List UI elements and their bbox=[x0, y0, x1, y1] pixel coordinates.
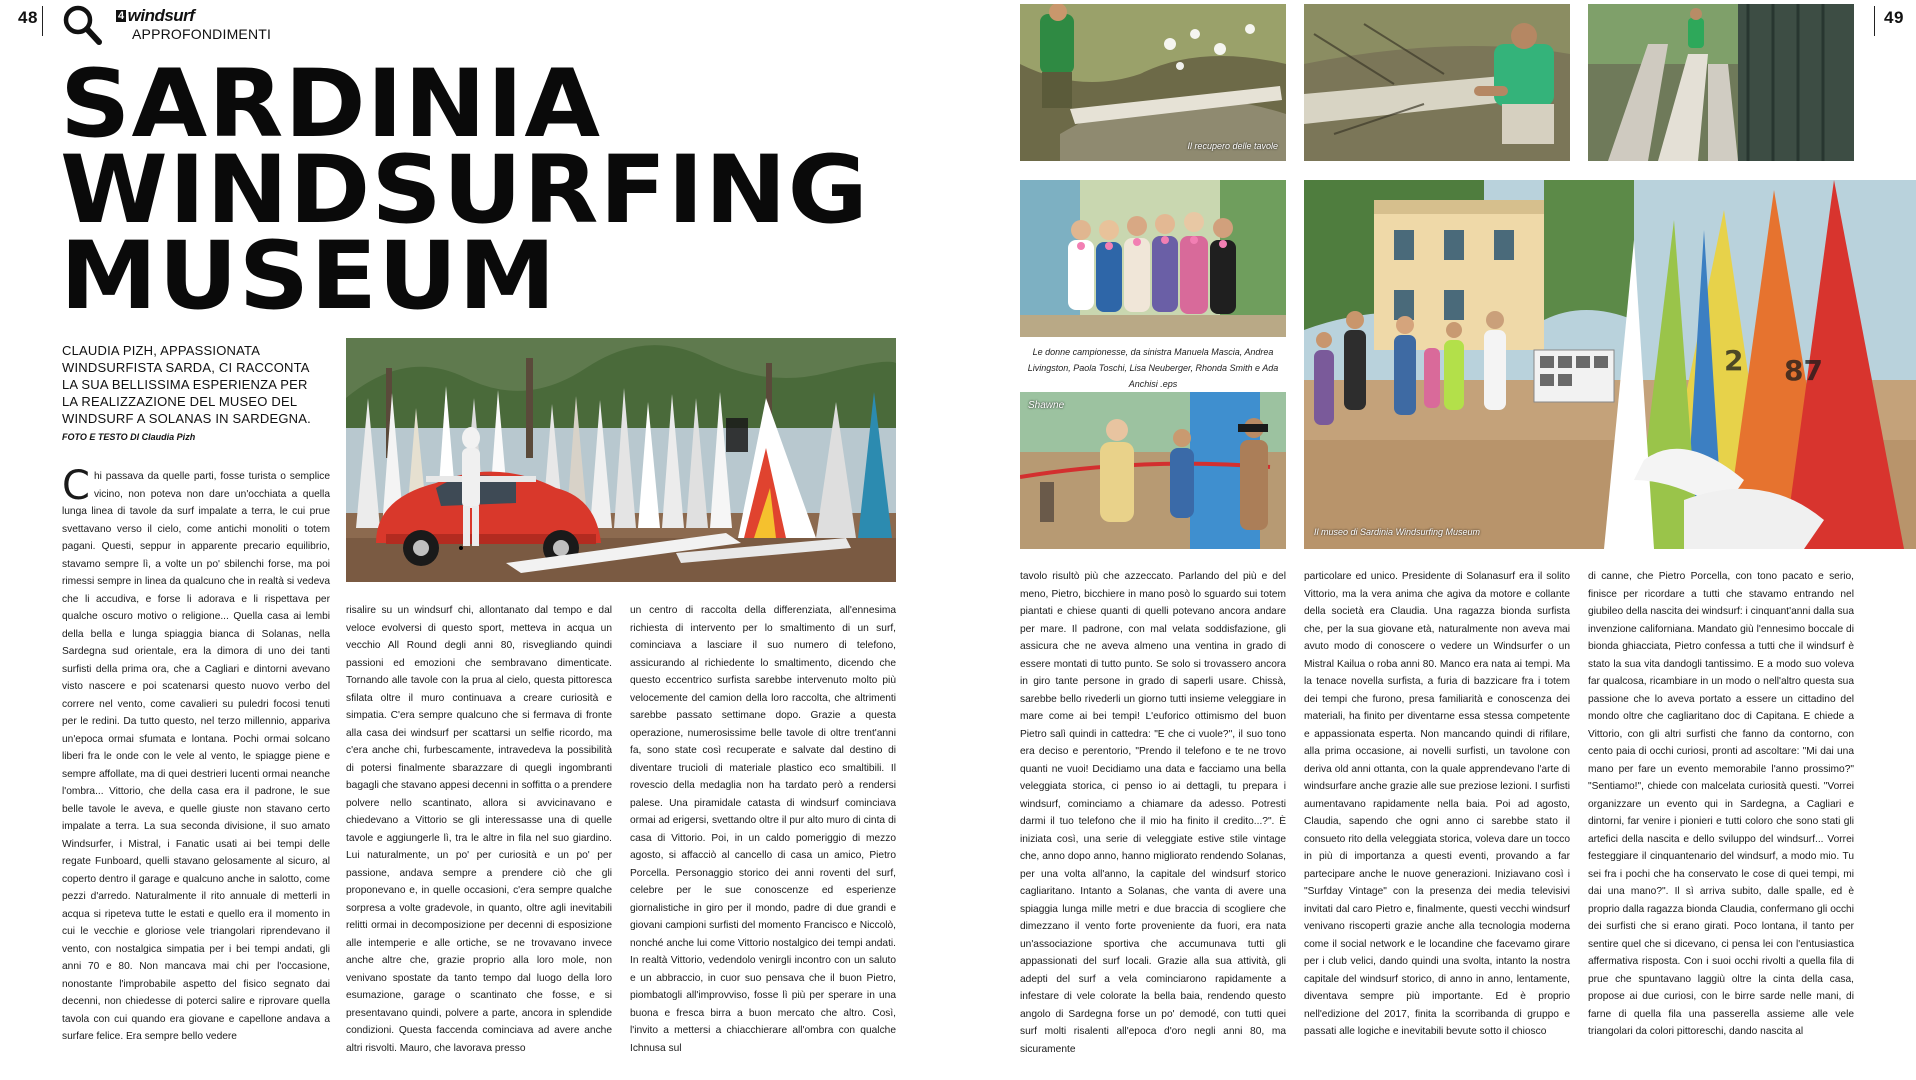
magazine-logo bbox=[116, 6, 194, 26]
title-line-1: SARDINIA bbox=[60, 50, 602, 159]
photo-champions-image bbox=[1020, 180, 1286, 337]
body-column-2 bbox=[346, 602, 612, 1057]
photo-recovery-2 bbox=[1304, 4, 1570, 161]
body-column-3 bbox=[630, 602, 896, 1057]
photo-boards-beetle-image bbox=[346, 338, 896, 582]
photo-recovery-3-image bbox=[1588, 4, 1854, 161]
right-page bbox=[958, 0, 1916, 1080]
photo-champions bbox=[1020, 180, 1286, 337]
column-4-text: tavolo risultò più che azzeccato. Parlando del più e del meno, Pietro, bicchiere in mano posò lo sguardo sui totem piantati e chiese quanti di quelli potevano ancora andare per mare. Il padrone, con mal velata soddisfazione, gli assicura che ne aveva almeno una ventina in grado di essere montati di tutto punto. Se solo si trovassero ancora in giro tante persone in grado di saperli usare. Chissà, sarebbe bello rivederli un giorno tutti insieme veleggiare in mare come ai bei tempi! L'euforico ottimismo del buon Pietro salì quindi in cattedra: "E che ci vuole?", il suo tono era deciso e perentorio, "Prendo il telefono e te ne trovo quanti ne vuoi! Decidiamo una data e facciamo una bella veleggiata storica, ci penso io ai dettagli, tu prepara i windsurf, cominciamo a chiamare da adesso. Potresti darmi il tuo telefono che il mio ha finito il credito...?". È iniziata così, una serie di veleggiate estive stile vintage che, anno dopo anno, hanno migliorato rendendo Solanas, per una volta all'anno, la capitale del windsurf storico cagliaritano. Intanto a Solanas, che vanta di avere una spiaggia lunga mille metri e due braccia di scogliere che dimezzano il vento forte proveniente da fuori, era nata un'associazione sportiva che accumunava tutti gli appassionati del surf locali. Grazie alla sua attività, gli adepti del surf a vela cominciarono rapidamente a infestare di vele colorate la bella baia, rendendo questo angolo di Sardegna forse un po' demodé, con tutti quei surf molti risalenti all'epoca d'oro negli anni 80, ma sicuramente bbox=[1020, 571, 1286, 1055]
body-column-6 bbox=[1588, 568, 1854, 1041]
column-1-text: hi passava da quelle parti, fosse turista o semplice vicino, non poteva non dare un'occhiata a quella lunga linea di tavole da surf impalate a terra, le cui prue svettavano verso il cielo, come antichi monoliti o totem pagani. Questi, seppur in apparente precario equilibrio, stavamo sempre lì, a volte un po' sbilenchi forse, ma poi rimessi sempre in linea da qualcuno che in realtà si vedeva che li accudiva, e forse li adorava e li rispettava per qualche oscuro motivo o religione... Quella casa ai lembi della bella e lunga spiaggia bianca di Solanas, nella Sardegna sud orientale, era la dimora di uno dei tanti surfisti della prima ora, che a Cagliari e dintorni avevano visto nascere e poi scatenarsi questo nuovo verbo del correre nel vento, come cavalieri su puledri focosi tenuti per le redini. Da tutto questo, nel terzo millennio, appariva un'epoca ormai sfumata e lontana. Pochi ormai solcano liberi fra le onde con le vele al vento, le spiagge piene e sempre affollate, ma di quei destrieri lucenti ormai neanche l'ombra... Vittorio, che della casa era il padrone, le sue belle tavole le aveva, e quelle giuste non stavano certo impalate a terra. La sua seconda divisione, il suo amato Windsurfer, i Mistral, i Fanatic usati ai bei tempi delle regate Funboard, quelli stavano gelosamente al sicuro, al coperto dentro il garage e qualcuno anche in salotto, come pezzi d'arredo. Naturalmente il rito annuale di metterli in acqua si ripeteva tutte le estati e quello era il momento in cui le vecchie e gloriose vele triangolari riprendevano il vento, con nostalgica simpatia per i bei tempi andati, gli anni 70 e 80. Non mancava mai chi per l'occasione, nonostante l'improbabile aspetto del fisico segnato dai decenni, non chiedesse di poterci salire e riprovare quella tavola con cui quando era giovane e capellone andava a surfare felice. Era sempre bello vedere bbox=[62, 471, 330, 1042]
photo-museum bbox=[1304, 180, 1916, 549]
caption-museo: Il museo di Sardinia Windsurfing Museum bbox=[1314, 527, 1480, 537]
column-2-text: risalire su un windsurf chi, allontanato dal tempo e dal veloce evolversi di questo sport, metteva in acqua un vecchio All Round degli anni 80, risvegliando quindi passioni ed emozioni che sembravano dimenticate. Tornando alle tavole con la prua al cielo, questa pittoresca sfilata oltre il muro continuava a creare curiosità e simpatia. C'era sempre qualcuno che si fermava di fronte alla casa dei windsurf per scattarsi un selfie ricordo, ma c'era anche chi, furbescamente, intravedeva la possibilità di potersi finalmente sbarazzare di quegli ingombranti bagagli che stavano appesi decenni in soffitta o a prendere polvere nello scantinato, allora si avvicinavano e chiedevano a Vittorio se gli interessasse una di quelle tavole e aggiungerle lì, tra le altre in fila nel suo giardino. Lui naturalmente, un po' per curiosità e un po' per passione, andava sempre a prendere ciò che gli proponevano e, in quelle occasioni, c'era sempre qualche sorpresa a volte gradevole, in quanto, oltre agli inevitabili relitti ormai in decomposizione per decenni di esposizione alle intemperie e alle ortiche, se ne trovavano invece anche altre che, grazie proprio alla loro mole, non venivano spostate da tanto tempo dal luogo della loro esumazione, garage o scantinato che fosse, e si presentavano quindi, polvere a parte, ancora in splendide condizioni. Questa faccenda cominciava ad avere anche altri risvolti. Mauro, che lavorava presso bbox=[346, 605, 613, 1054]
drop-cap: C bbox=[62, 463, 90, 509]
column-5-text: particolare ed unico. Presidente di Solanasurf era il solito Vittorio, ma la vera anima che agiva da motore e collante della società era Claudia. Una ragazza bionda surfista che, per la sua giovane età, naturalmente non aveva mai avuto modo di conoscere o vedere un Windsurfer o un Mistral Kailua o roba anni 80. Manco era nata ai tempi. Ma la tenace novella surfista, a furia di bazzicare fra i totem dei tempi che furono, presa familiarità e conoscenza dei materiali, ha finito per diventarne essa stessa competente e appassionata esperta. Non mancando quindi di rifilare, alla prima occasione, ai novelli surfisti, un tavolone con deriva old anni ottanta, con la quale apprendevano l'arte di windsurfare anche grazie alle sue preziose lezioni. I surfisti aumentavano rapidamente nella baia. Poi ad agosto, Claudia, sapendo che ogni anno ci sarebbe stato il consueto rito della veleggiata storica, voleva dare un tocco in più di importanza a questi eventi, provando a far partecipare anche le nuove generazioni. Iniziavano così i "Surfday Vintage" con la presenza dei media televisivi invitati dal caro Pietro e, finalmente, questi vecchi windsurf venivano riscoperti grazie anche alla tecnologia moderna come il social network e le locandine che facevamo girare per i club velici, dando quindi una svolta, intanto la nostra capitale del windsurf storico, di anno in anno, lentamente, diventava sempre più importante. Ed è proprio nell'edizione del 2017, finita la scorribanda di gruppo e passati alle logiche e inevitabili bevute sotto il chiosco bbox=[1304, 571, 1570, 1037]
caption-recupero: Il recupero delle tavole bbox=[1187, 141, 1278, 151]
body-column-5 bbox=[1304, 568, 1570, 1041]
brand-name: windsurf bbox=[127, 6, 195, 25]
svg-text:2: 2 bbox=[1724, 344, 1744, 377]
column-3-text: un centro di raccolta della differenziata, all'ennesima richiesta di intervento per lo smaltimento di un surf, cominciava a lasciare il suo numero di telefono, assicurando al richiedente lo smaltimento, dicendo che questo eccentrico surfista sarebbe intervenuto molto più velocemente del camion della loro raccolta, che altrimenti sarebbe passato settimane dopo. Grazie a questa operazione, numerosissime belle tavole di oltre trent'anni fa, sono state così recuperate e salvate dal destino di diventare trucioli di materiale plastico eco smaltibili. Il rovescio della medaglia non ha tardato però a rendersi palese. Una piramidale catasta di windsurf cominciava ormai ad erigersi, svettando oltre il pur alto muro di cinta di casa di Vittorio. Poi, in un caldo pomeriggio di mezzo agosto, si affacciò al cancello di casa un amico, Pietro Porcella. Personaggio storico dei anni roventi del surf, celebre per le sue conoscenze ed esperienze giornalistiche in giro per il mondo, padre di due grandi e giovani campioni surfisti del momento Francisco e Niccolò, nonché anche lui come Vittorio nostalgico dei tempi andati. In realtà Vittorio, vedendolo venirgli incontro con un saluto e un abbraccio, in cuor suo pensava che il buon Pietro, piombatogli all'improvviso, fosse lì più per sperare in una buona e fresca birra a buon mercato che altro. Così, l'invito a mettersi a chiacchierare all'ombra con qualche Ichnusa sul bbox=[630, 605, 896, 1054]
article-title bbox=[60, 50, 869, 331]
page-number-divider-right bbox=[1874, 6, 1875, 36]
section-label: APPROFONDIMENTI bbox=[132, 26, 272, 42]
photo-recovery-1 bbox=[1020, 4, 1286, 161]
body-column-4 bbox=[1020, 568, 1286, 1058]
logo-badge: 4 bbox=[118, 10, 124, 22]
photo-recovery-1-image bbox=[1020, 4, 1286, 161]
photo-recovery-3 bbox=[1588, 4, 1854, 161]
caption-shawne: Shawne bbox=[1028, 400, 1065, 411]
column-1-paragraph bbox=[62, 463, 330, 1046]
page-number-left: 48 bbox=[18, 8, 38, 27]
article-intro: CLAUDIA PIZH, APPASSIONATA WINDSURFISTA SARDA, CI RACCONTA LA SUA BELLISSIMA ESPERIENZA PER LA REALIZZAZIONE DEL MUSEO DEL WINDSURF A SOLANAS IN SARDEGNA. bbox=[62, 343, 311, 426]
body-column-1 bbox=[62, 463, 330, 1046]
page-number-right: 49 bbox=[1884, 8, 1904, 27]
title-line-3: MUSEUM bbox=[60, 222, 557, 331]
caption-champions: Le donne campionesse, da sinistra Manuela Mascia, Andrea Livingston, Paola Toschi, Lisa Neuberger, Rhonda Smith e Ada Anchisi .eps bbox=[1027, 347, 1279, 389]
svg-text:87: 87 bbox=[1784, 354, 1823, 387]
photo-museum-image bbox=[1304, 180, 1916, 549]
photo-ribbon-cutting-image bbox=[1020, 392, 1286, 549]
page-number-divider bbox=[42, 6, 43, 36]
column-6-text: di canne, che Pietro Porcella, con tono pacato e serio, finisce per ricordare a tutti che stavamo entrando nel giubileo della nascita dei windsurf: i cinquant'anni dalla sua invenzione californiana. Mandato giù l'ennesimo boccale di bionda ghiacciata, Pietro confessa a tutti che il windsurf è stato la sua vita dandogli tantissimo. E a modo suo voleva far qualcosa, ricambiare in un modo o nell'altro questa sua passione che lo aveva portato a essere un cittadino del mondo oltre che cagliaritano doc di Capitana. E chiede a Vittorio, con gli altri surfisti che fanno da contorno, con cento paia di occhi curiosi, pronti ad ascoltare: "Mi dai una mano per fare un evento memorabile l'anno prossimo?" "Sentiamo!", chiede con malcelata curiosità questi. "Vorrei organizzare un evento qui in Sardegna, a Cagliari e dintorni, far venire i pionieri e tutti coloro che sono stati gli artefici della nascita e dello sviluppo del windsurf... Vorrei festeggiare il cinquantenario del windsurf, a modo mio. Tu sei fra i pochi che ha conservato le cose di quei tempi, mi dai una mano?". Il sì arriva subito, dalle spalle, ed è proprio dalla ragazza bionda Claudia, confermano gli occhi dei surfisti che si erano girati. Poco lontana, il tanto per sentire quel che si dicevano, ci pensa lei con l'entusiastica affermativa risposta. Con i suoi occhi rivolti a quella fila di prue che spuntavano laggiù oltre la cinta della casa, propose ai due curiosi, con le birre sarde nelle mani, di farne di quella fila una passerella assieme alle vele triangolari da colori pittoreschi, dando nascita al bbox=[1588, 571, 1854, 1037]
photo-ribbon-cutting bbox=[1020, 392, 1286, 549]
photo-credit: FOTO E TESTO DI Claudia Pizh bbox=[62, 432, 196, 442]
photo-recovery-2-image bbox=[1304, 4, 1570, 161]
magnifier-icon bbox=[62, 4, 102, 46]
title-line-2: WINDSURFING bbox=[60, 136, 869, 245]
photo-boards-beetle bbox=[346, 338, 896, 582]
